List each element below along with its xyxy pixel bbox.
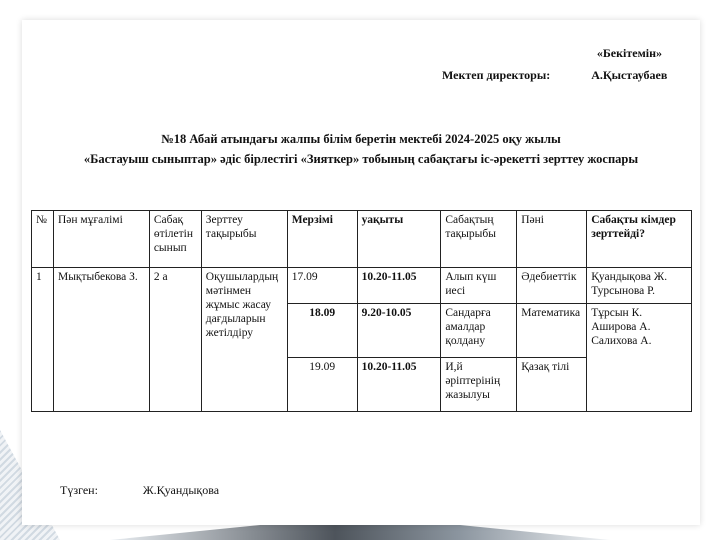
research-plan-table (31, 210, 692, 412)
cell-date: 19.09 (287, 358, 357, 412)
cell-number: 1 (32, 268, 54, 412)
director-line (442, 68, 667, 83)
header-cell-time: уақыты (357, 211, 441, 268)
cell-topic: Оқушылардың мәтінмен жұмыс жасау дағдыларын жетілдіру (201, 268, 287, 412)
document-title-line2: «Бастауыш сыныптар» әдіс бірлестігі «Зияткер» тобының сабақтағы іс-әрекетті зерттеу жоспары (83, 152, 639, 166)
compiled-by-label: Түзген: (60, 483, 98, 497)
header-cell-number: № (32, 211, 54, 268)
cell-subject: Математика (517, 304, 587, 358)
header-cell-observers: Сабақты кімдер зерттейді? (587, 211, 692, 268)
approval-label: «Бекітемін» (596, 46, 662, 60)
cell-subject: Қазақ тілі (517, 358, 587, 412)
cell-lesson: Сандарға амалдар қолдану (441, 304, 517, 358)
header-cell-date: Мерзімі (287, 211, 357, 268)
cell-time: 10.20-11.05 (357, 268, 441, 304)
header-cell-lesson: Сабақтың тақырыбы (441, 211, 517, 268)
header-cell-topic: Зерттеу тақырыбы (201, 211, 287, 268)
compiled-by-name: Ж.Қуандықова (142, 483, 220, 497)
cell-observers: Тұрсын К. Аширова А. Салихова А. (587, 304, 692, 412)
header-cell-teacher: Пән мұғалімі (53, 211, 149, 268)
cell-subject: Әдебиеттік (517, 268, 587, 304)
cell-time: 10.20-11.05 (357, 358, 441, 412)
director-name: А.Қыстаубаев (591, 68, 668, 82)
document-page (22, 20, 700, 525)
table-row (32, 268, 692, 304)
cell-observers: Қуандықова Ж. Турсынова Р. (587, 268, 692, 304)
cell-lesson: Алып күш иесі (441, 268, 517, 304)
cell-date: 17.09 (287, 268, 357, 304)
cell-date: 18.09 (287, 304, 357, 358)
cell-time: 9.20-10.05 (357, 304, 441, 358)
header-cell-subject: Пәні (517, 211, 587, 268)
compiled-by-line (60, 483, 219, 498)
director-label: Мектеп директоры: (442, 68, 551, 82)
header-cell-class: Сабақ өтілетін сынып (149, 211, 201, 268)
cell-lesson: И,й әріптерінің жазылуы (441, 358, 517, 412)
cell-class: 2 а (149, 268, 201, 412)
cell-teacher: Мықтыбекова З. (53, 268, 149, 412)
document-title-line1: №18 Абай атындағы жалпы білім беретін мектебі 2024-2025 оқу жылы (161, 132, 561, 146)
table-header-row (32, 211, 692, 268)
